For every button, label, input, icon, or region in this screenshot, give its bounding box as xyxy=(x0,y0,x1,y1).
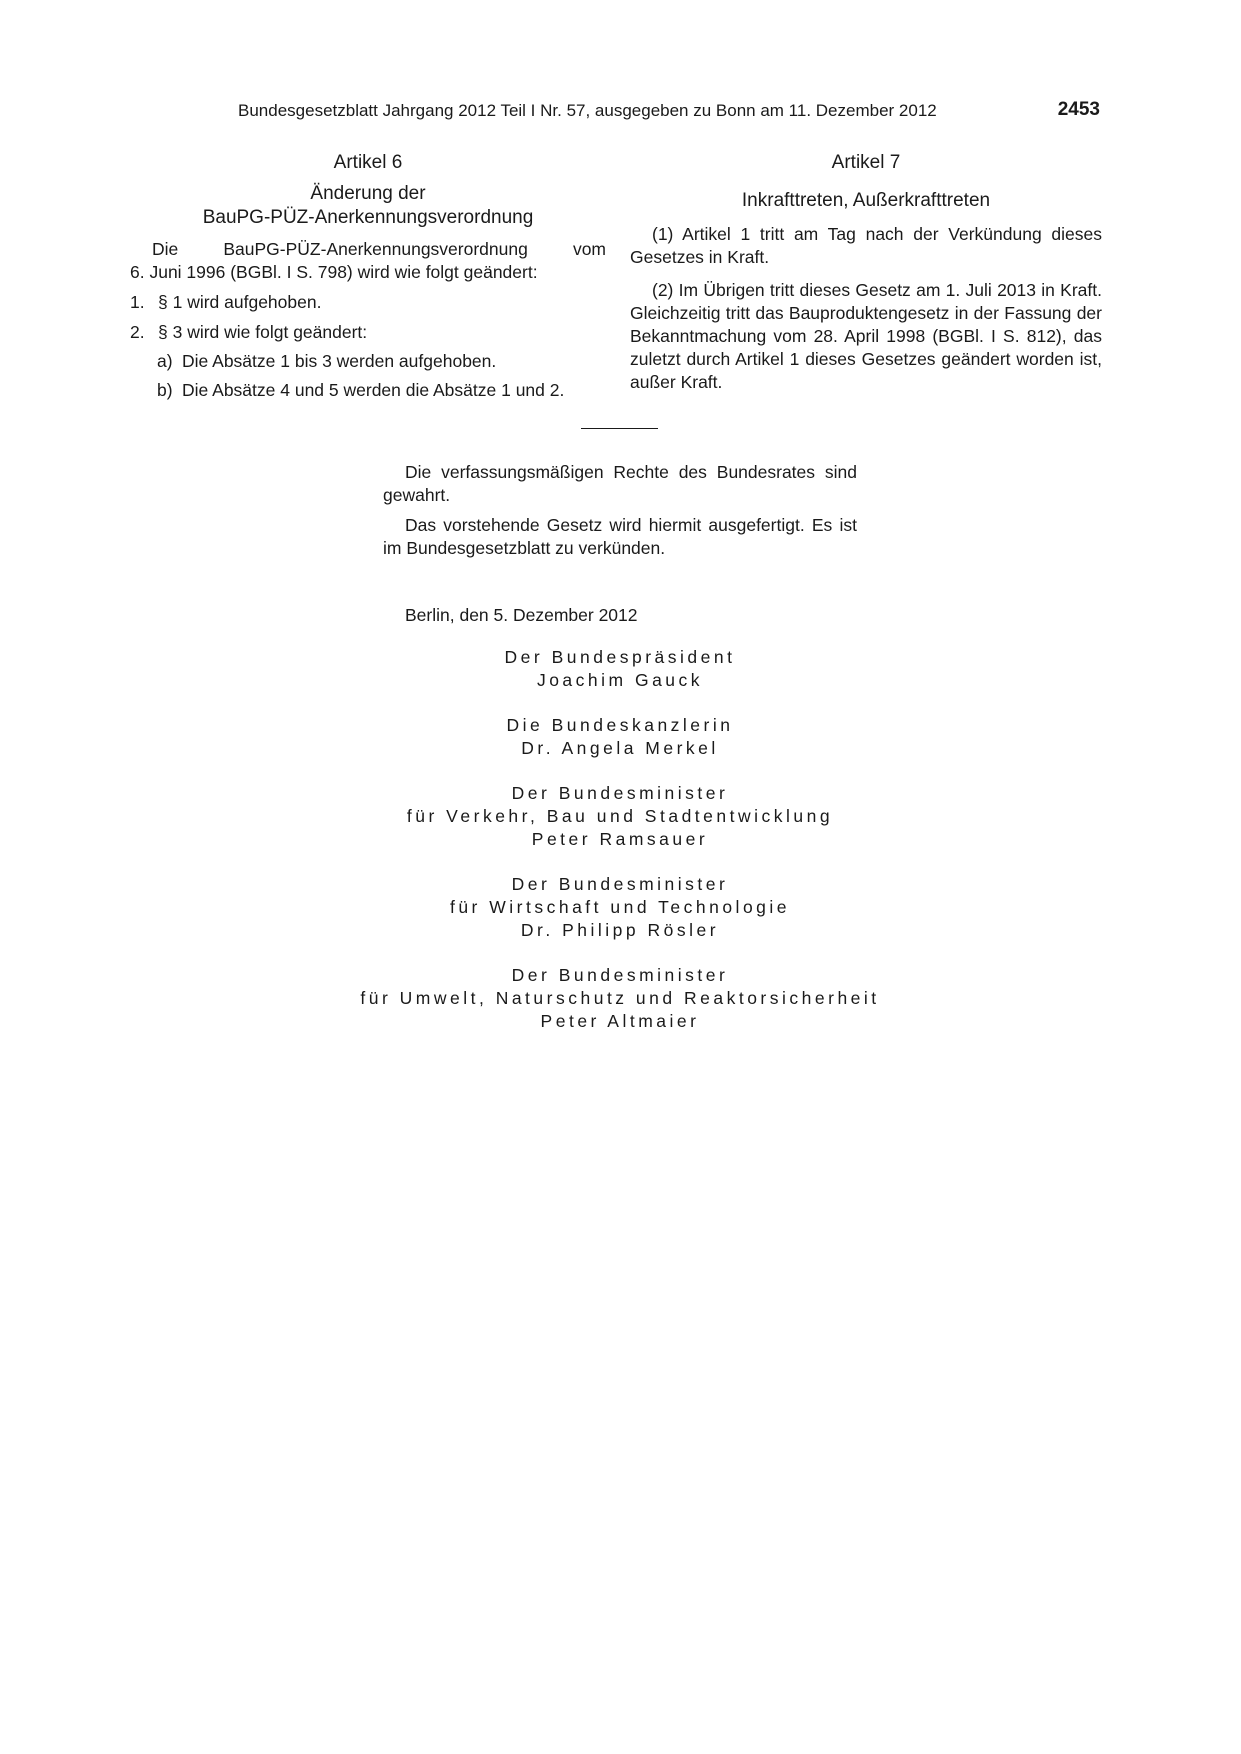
signature-role: Die Bundeskanzlerin xyxy=(506,715,734,736)
list-item-text: § 1 wird aufgehoben. xyxy=(158,292,322,312)
signature-role: Der Bundesminister xyxy=(511,783,729,804)
signature-blocks xyxy=(300,646,940,1055)
sub-list-item-text: Die Absätze 1 bis 3 werden aufgehoben. xyxy=(182,351,497,371)
artikel-7-title: Inkrafttreten, Außerkrafttreten xyxy=(741,190,991,211)
closing-paragraph-1: Die verfassungsmäßigen Rechte des Bundesrates sind gewahrt. xyxy=(383,462,857,505)
closing-formula xyxy=(383,461,857,560)
artikel-6-title-line2: BauPG-PÜZ-Anerkennungsverordnung xyxy=(202,207,534,228)
list-item xyxy=(130,321,606,344)
signature-role: Der Bundesminister xyxy=(511,964,729,985)
sub-list-item-number: a) xyxy=(157,351,173,371)
signature-department: für Wirtschaft und Technologie xyxy=(449,896,791,917)
list-item-number: 2. xyxy=(130,322,145,342)
sub-list-item-text: Die Absätze 4 und 5 werden die Absätze 1 und 2. xyxy=(182,380,565,400)
artikel-7-paragraph-2: (2) Im Übrigen tritt dieses Gesetz am 1. Juli 2013 in Kraft. Gleichzeitig tritt das Bauproduktengesetz in der Fassung der Bekanntmachung vom 28. April 1998 (BGBl. I S. 812), das zuletzt durch Artikel 1 dieses Gesetzes geändert worden ist, außer Kraft. xyxy=(630,280,1102,392)
page-header xyxy=(238,99,1100,125)
artikel-7-number: Artikel 7 xyxy=(831,152,901,173)
signature-block xyxy=(300,714,940,760)
signature-block xyxy=(300,964,940,1032)
signature-name: Dr. Philipp Rösler xyxy=(520,919,720,940)
artikel-6-column xyxy=(130,151,606,402)
signature-role: Der Bundespräsident xyxy=(504,647,736,667)
signature-role: Der Bundesminister xyxy=(511,874,729,895)
place-date: Berlin, den 5. Dezember 2012 xyxy=(405,605,638,625)
artikel-6-title-line1: Änderung der xyxy=(310,183,426,204)
signature-department: für Umwelt, Naturschutz und Reaktorsicherheit xyxy=(360,987,880,1008)
signature-name: Peter Ramsauer xyxy=(531,828,709,849)
artikel-7-column xyxy=(630,151,1102,394)
signature-name: Peter Altmaier xyxy=(540,1010,700,1031)
signature-name: Dr. Angela Merkel xyxy=(521,737,719,758)
signature-block xyxy=(300,782,940,850)
artikel-6-intro-line2: 6. Juni 1996 (BGBl. I S. 798) wird wie folgt geändert: xyxy=(130,262,538,282)
list-item-text: § 3 wird wie folgt geändert: xyxy=(158,322,368,342)
page-number: 2453 xyxy=(1057,99,1100,120)
list-item-number: 1. xyxy=(130,292,145,312)
sub-list-item-number: b) xyxy=(157,380,173,400)
sub-list-item xyxy=(130,379,606,402)
signature-name: Joachim Gauck xyxy=(536,669,704,690)
artikel-7-paragraph-1: (1) Artikel 1 tritt am Tag nach der Verkündung dieses Gesetzes in Kraft. xyxy=(630,224,1102,267)
header-text: Bundesgesetzblatt Jahrgang 2012 Teil I Nr. 57, ausgegeben zu Bonn am 11. Dezember 2012 xyxy=(238,101,937,120)
closing-paragraph-2: Das vorstehende Gesetz wird hiermit ausgefertigt. Es ist im Bundesgesetzblatt zu verkünden. xyxy=(383,515,857,558)
sub-list-item xyxy=(130,350,606,373)
signature-department: für Verkehr, Bau und Stadtentwicklung xyxy=(406,805,834,826)
signature-block xyxy=(300,873,940,941)
list-item xyxy=(130,291,606,314)
signature-block xyxy=(300,646,940,692)
section-divider xyxy=(581,428,658,429)
artikel-6-number: Artikel 6 xyxy=(333,152,403,173)
artikel-6-intro-line1: Die BauPG-PÜZ-Anerkennungsverordnung vom xyxy=(152,239,606,259)
